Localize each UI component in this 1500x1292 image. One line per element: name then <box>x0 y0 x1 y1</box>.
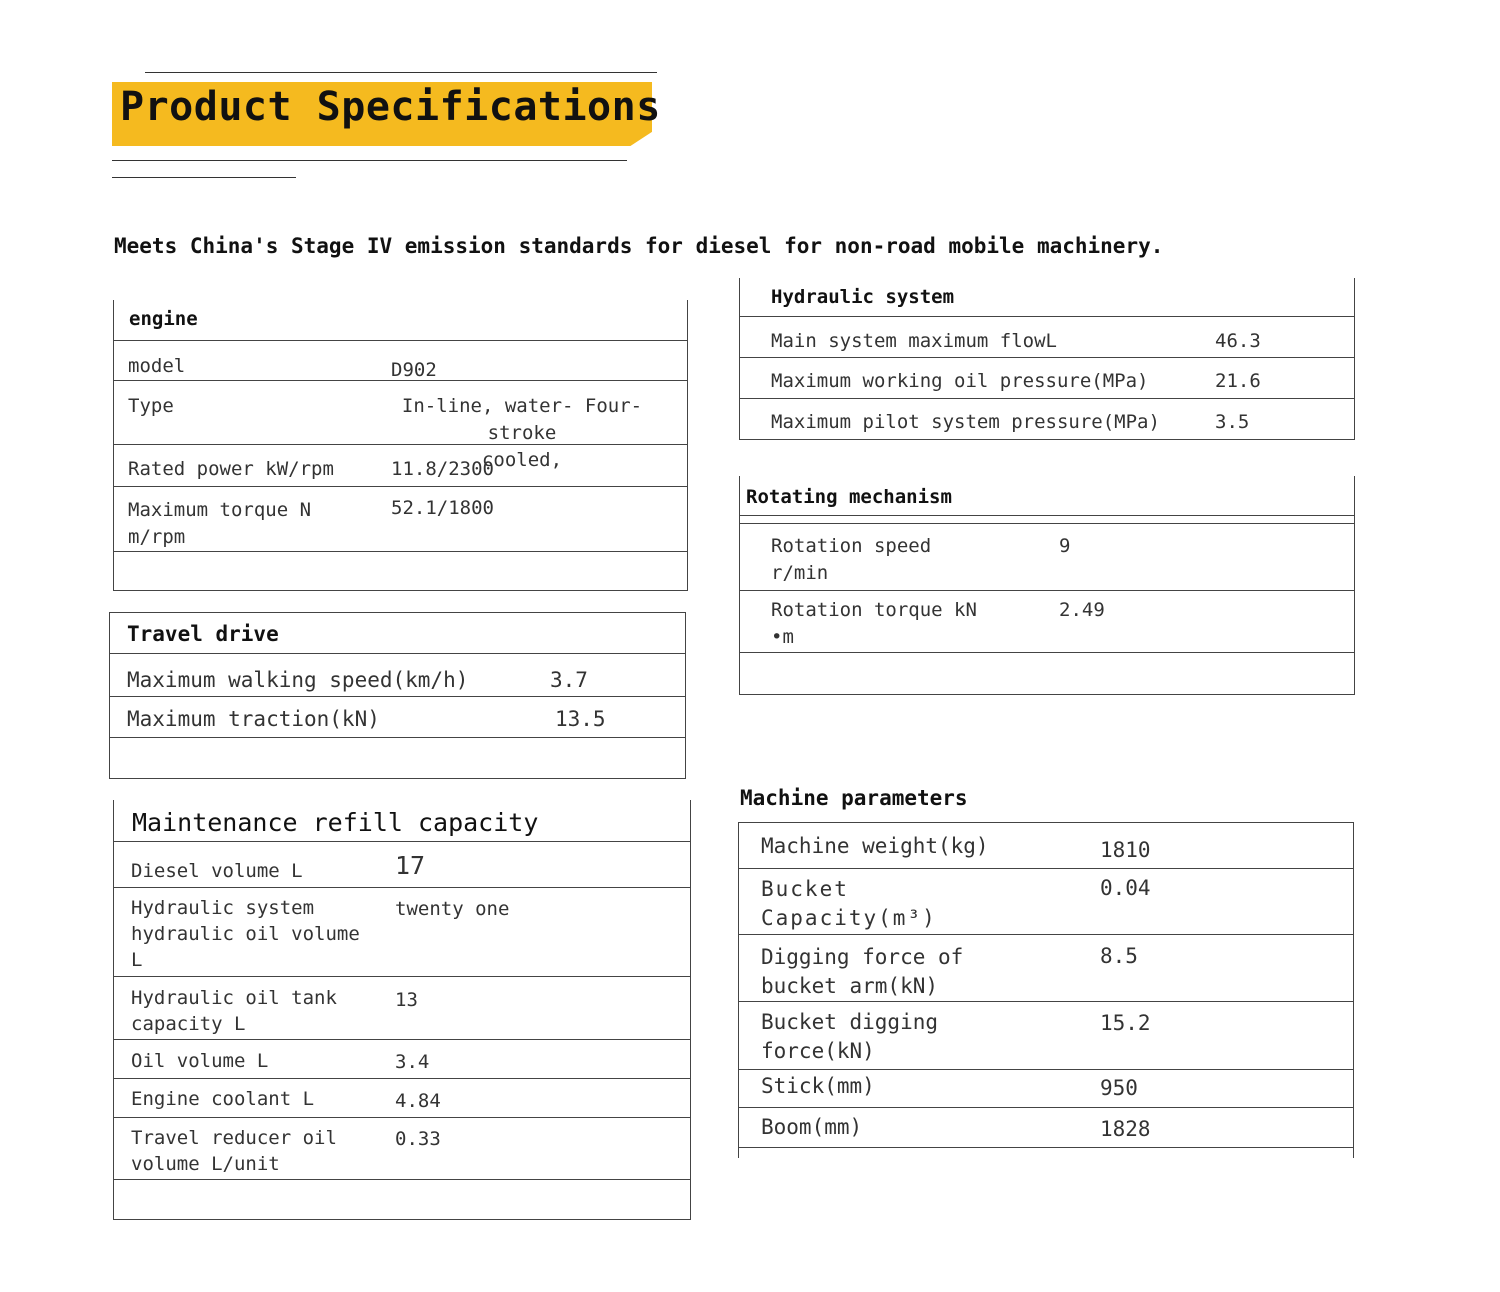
table-row <box>114 1040 690 1079</box>
travel-drive-title: Travel drive <box>127 622 279 646</box>
row-label: Stick(mm) <box>761 1074 875 1098</box>
row-label: Hydraulic system hydraulic oil volume L <box>131 897 360 971</box>
machine-parameters-table <box>738 822 1354 1158</box>
table-row <box>740 358 1354 399</box>
row-value: 52.1/1800 <box>391 497 494 519</box>
table-row-empty <box>740 653 1354 694</box>
maintenance-header <box>114 800 690 842</box>
travel-drive-table <box>109 612 686 779</box>
row-label: Digging force of bucket arm(kN) <box>761 945 964 998</box>
row-label: Bucket Capacity(m³) <box>761 877 937 930</box>
table-row <box>740 317 1354 358</box>
row-value: 4.84 <box>395 1090 441 1112</box>
row-value: 3.7 <box>550 668 588 692</box>
row-value: 15.2 <box>1100 1011 1151 1035</box>
row-label: Boom(mm) <box>761 1115 863 1139</box>
engine-table <box>113 300 688 591</box>
row-value: 3.5 <box>1215 411 1250 433</box>
machine-parameters-title: Machine parameters <box>740 786 968 810</box>
row-value: 950 <box>1100 1076 1138 1100</box>
travel-drive-header <box>110 613 685 654</box>
row-value: 13 <box>395 989 418 1011</box>
row-label: Main system maximum flowL <box>771 330 1057 352</box>
row-label: Rated power kW/rpm <box>128 458 334 480</box>
table-row <box>114 341 687 381</box>
table-row <box>739 823 1353 869</box>
page-title: Product Specifications <box>120 84 661 130</box>
maintenance-title: Maintenance refill capacity <box>132 808 539 837</box>
row-value: 3.4 <box>395 1051 430 1073</box>
table-row <box>739 935 1353 1002</box>
table-row <box>114 487 687 552</box>
table-row <box>740 524 1354 591</box>
row-value: 0.33 <box>395 1128 441 1150</box>
table-row <box>110 697 685 738</box>
row-label: Diesel volume L <box>131 860 303 882</box>
row-value: 2.49 <box>1059 599 1105 621</box>
row-value: 46.3 <box>1215 330 1261 352</box>
row-label: Maximum pilot system pressure(MPa) <box>771 411 1160 433</box>
table-row <box>114 1118 690 1180</box>
table-row <box>114 445 687 487</box>
row-value: In-line, water- Four-stroke cooled, <box>401 395 643 471</box>
row-label: Type <box>128 395 174 417</box>
hydraulic-header <box>740 278 1354 317</box>
row-label: Maximum working oil pressure(MPa) <box>771 370 1149 392</box>
row-label: Rotation torque kN •m <box>771 599 977 648</box>
row-label: Travel reducer oil volume L/unit <box>131 1127 337 1175</box>
hydraulic-title: Hydraulic system <box>771 286 955 308</box>
table-row <box>114 842 690 888</box>
row-label: Hydraulic oil tank capacity L <box>131 987 337 1035</box>
table-row <box>114 1079 690 1118</box>
row-label: Maximum walking speed(km/h) <box>127 668 469 692</box>
row-value: 11.8/2300 <box>391 458 494 480</box>
row-value: 21.6 <box>1215 370 1261 392</box>
row-value: 1828 <box>1100 1117 1151 1141</box>
rotating-mechanism-table <box>739 476 1355 695</box>
row-label: Maximum torque N m/rpm <box>128 499 312 548</box>
table-row <box>739 1108 1353 1148</box>
row-value: 8.5 <box>1100 944 1138 968</box>
row-label: model <box>128 355 186 377</box>
row-value: twenty one <box>395 898 510 920</box>
table-row <box>114 977 690 1040</box>
row-label: Machine weight(kg) <box>761 834 989 858</box>
table-row <box>739 869 1353 935</box>
table-row <box>110 654 685 697</box>
row-value: 1810 <box>1100 838 1151 862</box>
header-rule-bottom <box>112 160 627 161</box>
engine-title: engine <box>129 308 198 330</box>
row-label: Rotation speed r/min <box>771 535 932 584</box>
table-row <box>740 399 1354 439</box>
table-row-empty <box>114 1180 690 1219</box>
row-label: Maximum traction(kN) <box>127 707 380 731</box>
table-row <box>739 1002 1353 1070</box>
engine-header <box>114 300 687 341</box>
hydraulic-system-table <box>739 278 1355 440</box>
maintenance-table <box>113 800 691 1220</box>
header-rule-top <box>145 72 657 73</box>
table-row <box>739 1070 1353 1108</box>
row-value: D902 <box>391 359 437 381</box>
row-label: Oil volume L <box>131 1050 269 1072</box>
row-label: Bucket digging force(kN) <box>761 1010 939 1063</box>
table-row <box>114 888 690 977</box>
row-value: 9 <box>1059 535 1071 557</box>
row-label: Engine coolant L <box>131 1088 315 1110</box>
rotating-divider <box>740 516 1354 524</box>
row-value: 0.04 <box>1100 876 1151 900</box>
table-row-empty <box>110 738 685 778</box>
header-rule-short <box>112 177 296 178</box>
rotating-title: Rotating mechanism <box>746 486 952 508</box>
row-value: 17 <box>395 851 426 880</box>
table-row <box>740 591 1354 653</box>
row-value: 13.5 <box>555 707 606 731</box>
table-row-empty <box>114 552 687 591</box>
emission-note: Meets China's Stage IV emission standards for diesel for non-road mobile machinery. <box>114 234 1164 258</box>
rotating-header <box>740 476 1354 516</box>
